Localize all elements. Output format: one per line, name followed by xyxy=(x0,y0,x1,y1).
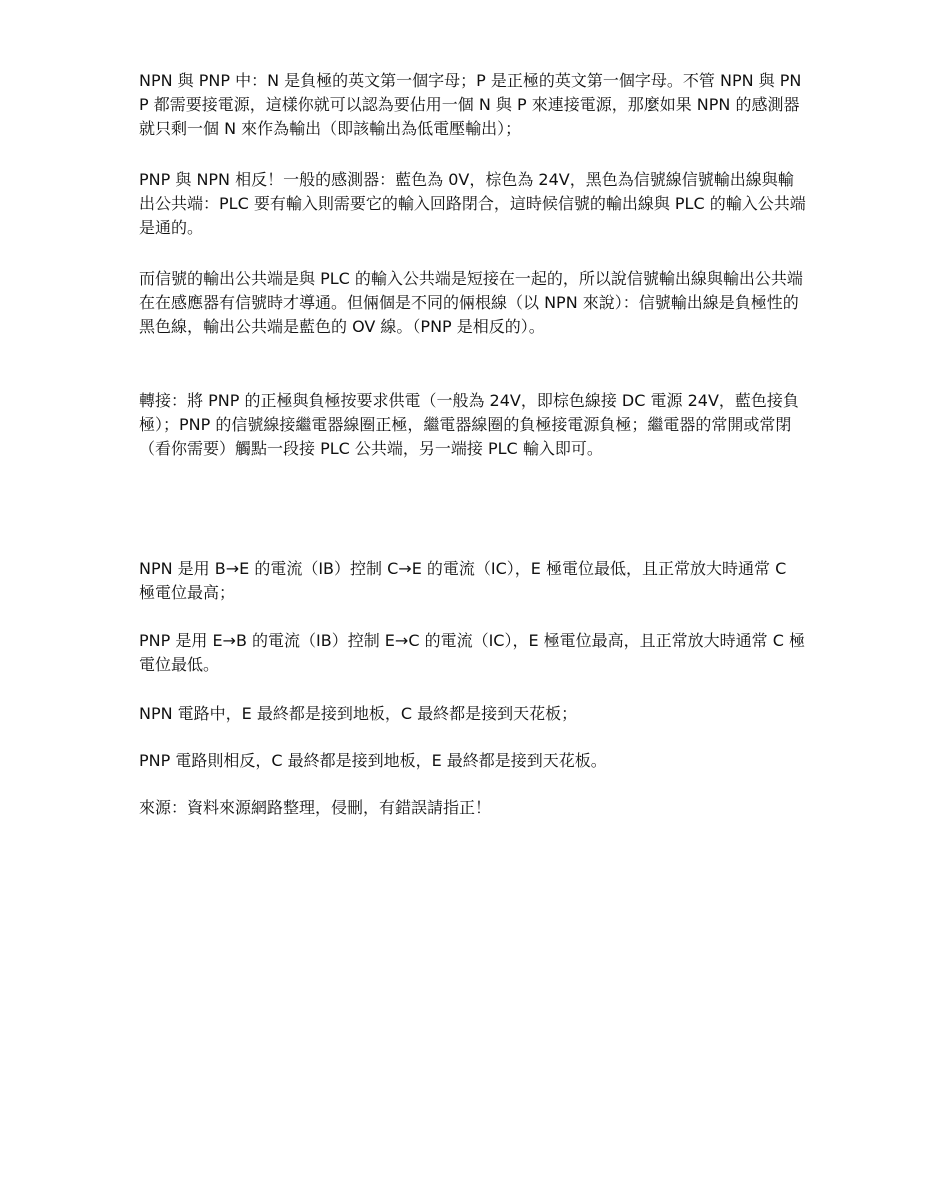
paragraph-source-note: 來源：資料來源網路整理，侵刪，有錯誤請指正！ xyxy=(139,798,492,817)
paragraph-relay-conversion: 轉接：將 PNP 的正極與負極按要求供電（一般為 24V，即棕色線接 DC 電源 24V，藍色接負極）；PNP 的信號線接繼電器線圈正極，繼電器線圈的負極接電源負極；繼電器的常開或常閉（看你需要）觸點一段接 PLC 公共端，另一端接 PLC 輸入即可。 xyxy=(139,391,799,458)
paragraph-npn-circuit: NPN 電路中，E 最終都是接到地板，C 最終都是接到天花板； xyxy=(139,704,578,723)
paragraph-sensor-wire-colors: PNP 與 NPN 相反！一般的感測器：藍色為 0V，棕色為 24V，黑色為信號線信號輸出線與輸出公共端：PLC 要有輸入則需要它的輸入回路閉合，這時候信號的輸出線與 PLC 的輸入公共端是通的。 xyxy=(139,170,806,237)
paragraph-npn-pnp-definition: NPN 與 PNP 中：N 是負極的英文第一個字母；P 是正極的英文第一個字母。不管 NPN 與 PNP 都需要接電源，這樣你就可以認為要佔用一個 N 與 P 來連接電源，那麼如果 NPN 的感測器就只剩一個 N 來作為輸出（即該輸出為低電壓輸出）； xyxy=(139,71,802,138)
paragraph-pnp-circuit: PNP 電路則相反，C 最終都是接到地板，E 最終都是接到天花板。 xyxy=(139,751,607,770)
paragraph-pnp-current-control: PNP 是用 E→B 的電流（IB）控制 E→C 的電流（IC），E 極電位最高，且正常放大時通常 C 極電位最低。 xyxy=(139,631,806,674)
paragraph-npn-current-control: NPN 是用 B→E 的電流（IB）控制 C→E 的電流（IC），E 極電位最低，且正常放大時通常 C 極電位最高； xyxy=(139,559,787,602)
paragraph-output-common: 而信號的輸出公共端是與 PLC 的輸入公共端是短接在一起的，所以說信號輸出線與輸出公共端在在感應器有信號時才導通。但倆個是不同的倆根線（以 NPN 來說）：信號輸出線是負極性的黑色線，輸出公共端是藍色的 OV 線。（PNP 是相反的）。 xyxy=(139,269,803,336)
